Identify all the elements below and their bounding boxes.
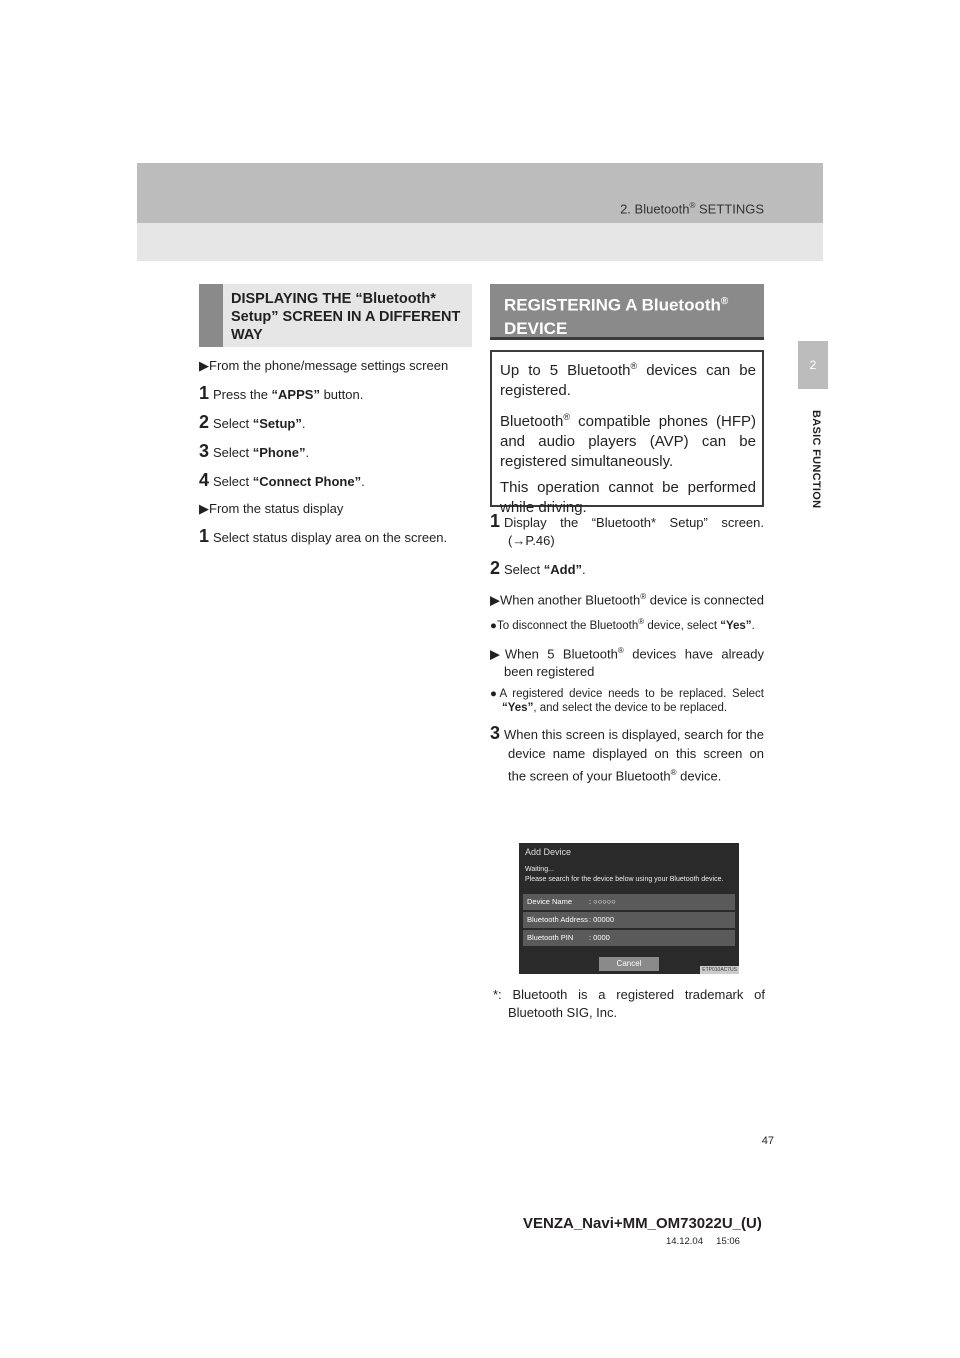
step-item: 3 When this screen is displayed, search for the device name displayed on this screen on the screen of your Bluetooth® device. xyxy=(490,723,764,784)
section-heading-register-device xyxy=(490,284,764,340)
chapter-side-label: BASIC FUNCTION xyxy=(810,410,822,509)
screen-row-device-name: Device Name : ○○○○○ xyxy=(523,894,735,910)
document-date: 14.12.04 15:06 xyxy=(666,1236,740,1247)
section-title: 2. Bluetooth® SETTINGS xyxy=(620,201,764,217)
step-item: 2 Select “Add”. xyxy=(490,558,586,578)
page-number: 47 xyxy=(761,1135,774,1147)
screen-message: Waiting... Please search for the device below using your Bluetooth device. xyxy=(525,866,724,883)
add-device-screenshot xyxy=(519,843,739,974)
note-item: ●To disconnect the Bluetooth® device, select “Yes”. xyxy=(490,617,755,633)
screen-title: Add Device xyxy=(525,847,572,857)
step-item: 1 Press the “APPS” button. xyxy=(199,383,364,403)
footnote: *: Bluetooth is a registered trademark of Bluetooth SIG, Inc. xyxy=(493,987,765,1020)
image-code: ETP010AC7US xyxy=(702,967,737,973)
case-label: ▶When another Bluetooth® device is connected xyxy=(490,592,764,608)
heading-bar xyxy=(199,284,223,347)
screen-row-bt-address: Bluetooth Address : 00000 xyxy=(523,912,735,928)
method-label: ▶From the status display xyxy=(199,501,344,516)
case-label: ▶When 5 Bluetooth® devices have already been registered xyxy=(490,646,764,680)
screen-row-bt-pin: Bluetooth PIN : 0000 xyxy=(523,930,735,946)
method-label: ▶From the phone/message settings screen xyxy=(199,358,449,373)
step-item: 1 Select status display area on the screen. xyxy=(199,526,448,546)
step-item: 3 Select “Phone”. xyxy=(199,441,310,461)
note-item: ●A registered device needs to be replaced. Select “Yes”, and select the device to be replaced. xyxy=(490,688,764,715)
chapter-tab: 2 xyxy=(798,341,828,389)
left-column xyxy=(199,357,472,556)
info-paragraph: Bluetooth® compatible phones (HFP) and audio players (AVP) can be registered simultaneously. xyxy=(500,412,756,470)
info-paragraph: Up to 5 Bluetooth® devices can be registered. xyxy=(500,361,756,399)
step-item: 4 Select “Connect Phone”. xyxy=(199,470,365,490)
right-column xyxy=(490,512,764,795)
info-box xyxy=(490,350,764,516)
heading-text: DISPLAYING THE “Bluetooth* Setup” SCREEN IN A DIFFERENT WAY xyxy=(231,291,461,343)
section-heading-display-setup xyxy=(199,284,472,347)
step-item: 2 Select “Setup”. xyxy=(199,412,306,432)
document-code: VENZA_Navi+MM_OM73022U_(U) xyxy=(523,1215,762,1232)
screen-cancel-button: Cancel xyxy=(599,957,659,971)
heading-text: REGISTERING A Bluetooth® DEVICE xyxy=(504,295,729,338)
step-item: 1 Display the “Bluetooth* Setup” screen. (→P.46) xyxy=(490,511,764,548)
info-paragraph: This operation cannot be performed while driving. xyxy=(500,479,756,516)
